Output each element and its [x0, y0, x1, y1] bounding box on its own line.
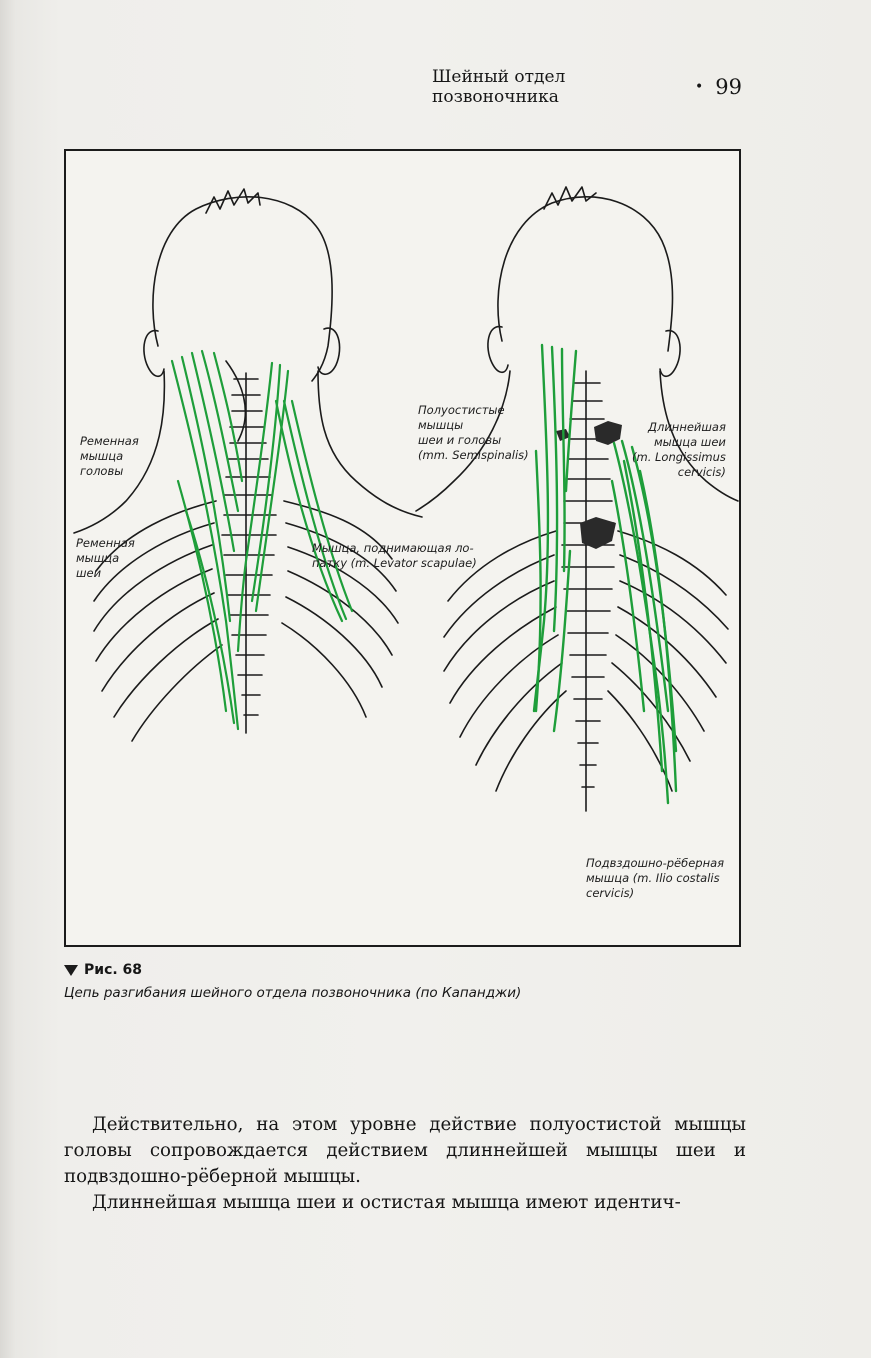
- paragraph-2: Длиннейшая мышца шеи и остистая мышца имеют идентич-: [92, 1192, 681, 1213]
- figure-caption: Цепь разгибания шейного отдела позвоночника (по Капанджи): [64, 985, 522, 1001]
- label-longissimus: Длиннейшая мышца шеи (m. Longissimus cervicis): [632, 420, 726, 479]
- figure-number: [64, 962, 142, 978]
- left-neck-right: [318, 371, 422, 517]
- page-gutter: [0, 0, 16, 1358]
- page-number: 99: [715, 75, 742, 99]
- label-splenius-capitis: Ременная мышца головы: [80, 434, 139, 478]
- left-ear-left: [144, 331, 164, 377]
- left-muscles: [172, 351, 352, 729]
- running-head: [432, 67, 742, 107]
- bullet-separator: •: [695, 79, 704, 95]
- label-splenius-cervicis: Ременная мышца шеи: [76, 536, 135, 580]
- left-head-outline: [153, 197, 332, 381]
- splenius-capitis-right: [238, 363, 272, 651]
- levator-scapulae: [276, 401, 342, 621]
- right-ear-left: [488, 327, 508, 373]
- caption-triangle-icon: [64, 965, 78, 976]
- running-title: Шейный отдел позвоночника: [432, 67, 566, 107]
- right-head-outline: [498, 197, 673, 351]
- splenius-capitis-left: [172, 361, 238, 729]
- paragraph-1: Действительно, на этом уровне действие полуостистой мышцы головы сопровождается действием длиннейшей мышцы шеи и подвздошно-рёберной мышцы.: [64, 1114, 746, 1187]
- body-text: [64, 1112, 746, 1216]
- facet-marker-upper: [594, 421, 622, 445]
- figure-frame: [64, 149, 741, 947]
- right-hair: [544, 187, 596, 209]
- semispinalis-1: [534, 345, 548, 711]
- right-muscles: [534, 345, 676, 803]
- label-semispinalis: Полуостистые мышцы шеи и головы (mm. Semispinalis): [418, 403, 529, 462]
- figure-number-text: Рис. 68: [84, 962, 143, 978]
- label-levator-scapulae: Мышца, поднимающая ло- патку (m. Levator scapulae): [312, 541, 477, 570]
- label-iliocostalis: Подвздошно-рёберная мышца (m. Ilio costalis cervicis): [586, 856, 725, 900]
